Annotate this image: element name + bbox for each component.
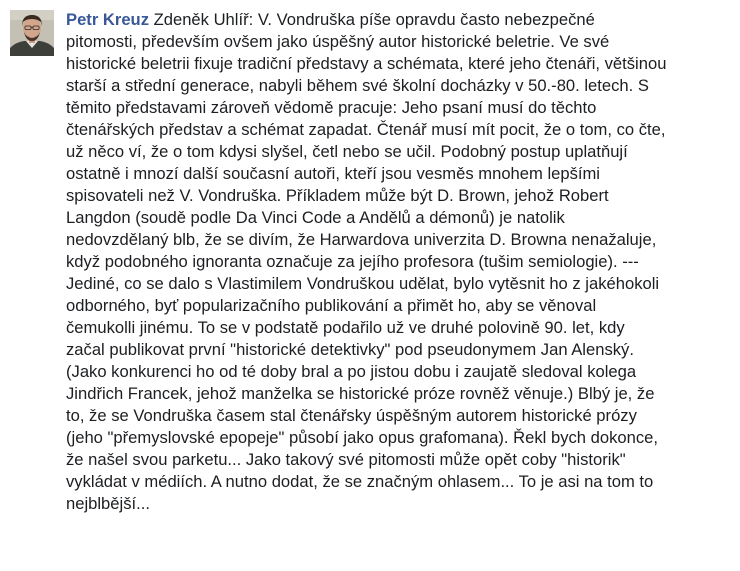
comment-text <box>66 9 738 515</box>
avatar[interactable] <box>10 10 54 56</box>
author-name-link[interactable]: Petr Kreuz <box>66 10 149 29</box>
avatar-photo-icon <box>10 10 54 56</box>
comment-body: Zdeněk Uhlíř: V. Vondruška píše opravdu často nebezpečné pitomosti, především ovšem jako úspěšný autor historické beletrie. Ve své historické beletrii fixuje tradiční představy a schémata, které jeho čtenáři, většinou starší a střední generace, nabyli během své školní docházky v 50.-80. letech. S těmito představami zároveň vědomě pracuje: Jeho psaní musí do těchto čtenářských představ a schémat zapadat. Čtenář musí mít pocit, že o tom, co čte, už něco ví, že o tom kdysi slyšel, četl nebo se učil. Podobný postup uplatňují ostatně i mnozí další současní autoři, kteří jsou vesměs mnohem lepšími spisovateli než V. Vondruška. Příkladem může být D. Brown, jehož Robert Langdon (soudě podle Da Vinci Code a Andělů a démonů) je natolik nedovzdělaný blb, že se divím, že Harwardova univerzita D. Browna nenažaluje, když podobného ignoranta označuje za jejího profesora (tušim semiologie). --- Jediné, co se dalo s Vlastimilem Vondruškou udělat, bylo vytěsnit ho z jakéhokoli odborného, byť popularizačního publikování a přimět ho, aby se věnoval čemukolli jinému. To se v podstatě podařilo už ve druhé polovině 90. let, kdy začal publikovat první "historické detektivky" pod pseudonymem Jan Alenský. (Jako konkurenci ho od té doby bral a po jistou dobu i zaujatě sledoval kolega Jindřich Francek, jehož manželka se historické próze rovněž věnuje.) Blbý je, že to, že se Vondruška časem stal čtenářsky úspěšným autorem historické prózy (jeho "přemyslovské epopeje" působí jako opus grafomana). Řekl bych dokonce, že našel svou parketu... Jako takový své pitomosti může opět coby "historik" vykládat v médiích. A nutno dodat, že se značným ohlasem... To je asi na tom to nejblbější... <box>66 10 667 513</box>
